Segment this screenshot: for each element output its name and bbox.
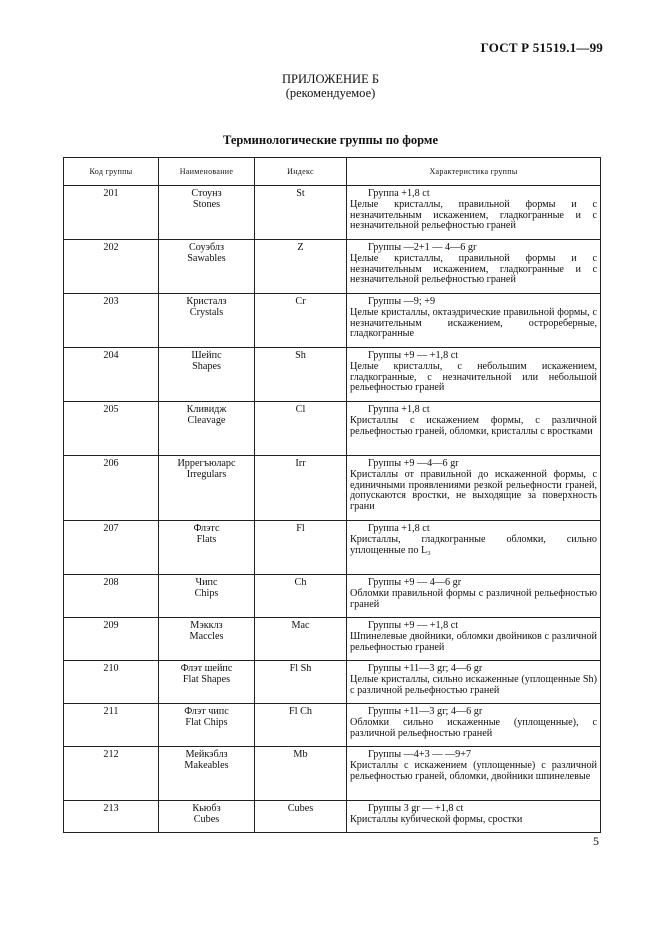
name-russian: Мейкэблз bbox=[185, 749, 228, 760]
column-header-code: Код группы bbox=[64, 158, 159, 186]
group-characteristic: Целые кристаллы, с небольшим искажением, гладкогранные, с незначительной или небольшой рельефностью граней bbox=[350, 360, 597, 394]
table-row bbox=[64, 348, 601, 402]
table-row bbox=[64, 661, 601, 704]
table-row bbox=[64, 575, 601, 618]
document-code: ГОСТ Р 51519.1—99 bbox=[480, 40, 603, 55]
group-characteristic: Целые кристаллы, правильной формы и с незначительным искажением, гладкогранные и с незначительной рельефностью граней bbox=[350, 198, 597, 232]
table-body bbox=[64, 186, 601, 833]
cell-group-code: 204 bbox=[64, 348, 159, 402]
cell-group-index: Fl Sh bbox=[255, 661, 347, 704]
name-english: Flats bbox=[196, 533, 217, 545]
name-russian: Кристалз bbox=[186, 296, 227, 307]
group-characteristic: Целые кристаллы, октаэдрические правильной формы, с незначительным искажением, острореберные, гладкогранные bbox=[350, 306, 597, 340]
cell-group-description bbox=[347, 661, 601, 704]
name-russian: Иррегъюларс bbox=[177, 458, 236, 469]
cell-group-description bbox=[347, 521, 601, 575]
name-russian: Соуэблз bbox=[188, 242, 224, 253]
cell-group-code: 206 bbox=[64, 456, 159, 521]
cell-group-description bbox=[347, 402, 601, 456]
cell-group-name bbox=[159, 456, 255, 521]
group-range: Группы +9 — +1,8 ct bbox=[368, 350, 459, 361]
group-range: Группы —4+3 — —9+7 bbox=[368, 749, 472, 760]
name-russian: Флэтс bbox=[193, 523, 220, 534]
cell-group-name bbox=[159, 747, 255, 801]
group-range: Группа +1,8 ct bbox=[368, 188, 430, 199]
cell-group-name bbox=[159, 704, 255, 747]
name-russian: Стоунз bbox=[191, 188, 222, 199]
cell-group-description bbox=[347, 747, 601, 801]
cell-group-description bbox=[347, 240, 601, 294]
table-title: Терминологические группы по форме bbox=[223, 133, 438, 147]
group-range: Группы —2+1 — 4—6 gr bbox=[368, 242, 477, 253]
table-row bbox=[64, 186, 601, 240]
table-row bbox=[64, 801, 601, 833]
group-range: Группы +9 — +1,8 ct bbox=[368, 620, 459, 631]
cell-group-code: 212 bbox=[64, 747, 159, 801]
group-characteristic: Кристаллы от правильной до искаженной формы, с единичными проявлениями резкой рельефности граней, допускаются вростки, не выходящие за поверхность грани bbox=[350, 468, 597, 513]
cell-group-index: St bbox=[255, 186, 347, 240]
name-english: Sawables bbox=[187, 252, 226, 264]
name-english: Cleavage bbox=[187, 414, 226, 426]
page-number: 5 bbox=[593, 834, 599, 848]
group-characteristic: Кристаллы кубической формы, сростки bbox=[350, 813, 523, 825]
group-range: Группы +9 — 4—6 gr bbox=[368, 577, 462, 588]
appendix-heading bbox=[0, 72, 661, 100]
cell-group-description bbox=[347, 704, 601, 747]
table-row bbox=[64, 521, 601, 575]
cell-group-index: Ch bbox=[255, 575, 347, 618]
table-row bbox=[64, 618, 601, 661]
table-row bbox=[64, 704, 601, 747]
cell-group-index: Fl Ch bbox=[255, 704, 347, 747]
table-row bbox=[64, 402, 601, 456]
group-characteristic: Кристаллы, гладкогранные обломки, сильно уплощенные по L₃ bbox=[350, 533, 597, 556]
cell-group-code: 213 bbox=[64, 801, 159, 833]
name-english: Makeables bbox=[184, 759, 229, 771]
group-characteristic: Целые кристаллы, правильной формы и с незначительным искажением, гладкогранные и с незначительной рельефностью граней bbox=[350, 252, 597, 286]
cell-group-name bbox=[159, 661, 255, 704]
cell-group-description bbox=[347, 801, 601, 833]
cell-group-code: 201 bbox=[64, 186, 159, 240]
group-characteristic: Обломки сильно искаженные (уплощенные), с различной рельефностью граней bbox=[350, 716, 597, 739]
cell-group-description bbox=[347, 186, 601, 240]
appendix-title: ПРИЛОЖЕНИЕ Б bbox=[281, 72, 380, 86]
cell-group-code: 207 bbox=[64, 521, 159, 575]
table-row bbox=[64, 294, 601, 348]
group-range: Группы +9 —4—6 gr bbox=[368, 458, 459, 469]
cell-group-index: Cr bbox=[255, 294, 347, 348]
group-range: Группы +11—3 gr; 4—6 gr bbox=[368, 706, 483, 717]
name-english: Stones bbox=[192, 198, 221, 210]
name-russian: Кливидж bbox=[186, 404, 227, 415]
cell-group-code: 209 bbox=[64, 618, 159, 661]
column-header-name: Наименование bbox=[159, 158, 255, 186]
cell-group-code: 208 bbox=[64, 575, 159, 618]
table-row bbox=[64, 456, 601, 521]
cell-group-name bbox=[159, 801, 255, 833]
group-characteristic: Кристаллы с искажением формы, с различной рельефностью граней, обломки, кристаллы с вростками bbox=[350, 414, 597, 437]
name-english: Cubes bbox=[193, 813, 220, 825]
name-english: Irregulars bbox=[186, 468, 227, 480]
appendix-subtitle: (рекомендуемое) bbox=[285, 86, 376, 100]
cell-group-code: 203 bbox=[64, 294, 159, 348]
table-row bbox=[64, 747, 601, 801]
cell-group-name bbox=[159, 240, 255, 294]
name-russian: Флэт шейпс bbox=[180, 663, 233, 674]
name-english: Chips bbox=[194, 587, 219, 599]
group-characteristic: Кристаллы с искажением (уплощенные) с различной рельефностью граней, обломки, двойники шпинелевые bbox=[350, 759, 597, 782]
cell-group-name bbox=[159, 575, 255, 618]
cell-group-description bbox=[347, 618, 601, 661]
name-english: Flat Shapes bbox=[182, 673, 231, 685]
cell-group-name bbox=[159, 186, 255, 240]
column-header-description: Характеристика группы bbox=[347, 158, 601, 186]
cell-group-index: Mb bbox=[255, 747, 347, 801]
group-characteristic: Шпинелевые двойники, обломки двойников с различной рельефностью граней bbox=[350, 630, 597, 653]
name-russian: Шейпс bbox=[191, 350, 222, 361]
group-range: Группы —9; +9 bbox=[368, 296, 436, 307]
name-english: Maccles bbox=[189, 630, 224, 642]
cell-group-index: Fl bbox=[255, 521, 347, 575]
table-header-row bbox=[64, 158, 601, 186]
cell-group-description bbox=[347, 294, 601, 348]
column-header-index: Индекс bbox=[255, 158, 347, 186]
group-range: Группа +1,8 ct bbox=[368, 404, 430, 415]
cell-group-index: Mac bbox=[255, 618, 347, 661]
name-russian: Чипс bbox=[195, 577, 218, 588]
group-range: Группы +11—3 gr; 4—6 gr bbox=[368, 663, 483, 674]
name-russian: Кьюбз bbox=[192, 803, 221, 814]
cell-group-index: Z bbox=[255, 240, 347, 294]
cell-group-index: Cl bbox=[255, 402, 347, 456]
group-range: Группа +1,8 ct bbox=[368, 523, 430, 534]
table-row bbox=[64, 240, 601, 294]
name-english: Flat Chips bbox=[185, 716, 228, 728]
cell-group-code: 210 bbox=[64, 661, 159, 704]
name-english: Shapes bbox=[192, 360, 221, 372]
cell-group-code: 211 bbox=[64, 704, 159, 747]
cell-group-index: Cubes bbox=[255, 801, 347, 833]
cell-group-name bbox=[159, 294, 255, 348]
group-characteristic: Обломки правильной формы с различной рельефностью граней bbox=[350, 587, 597, 610]
name-russian: Флэт чипс bbox=[184, 706, 229, 717]
cell-group-index: Irr bbox=[255, 456, 347, 521]
cell-group-code: 205 bbox=[64, 402, 159, 456]
name-russian: Мэкклз bbox=[190, 620, 223, 631]
cell-group-name bbox=[159, 618, 255, 661]
group-characteristic: Целые кристаллы, сильно искаженные (уплощенные Sh) с различной рельефностью граней bbox=[350, 673, 597, 696]
name-english: Crystals bbox=[189, 306, 224, 318]
cell-group-description bbox=[347, 348, 601, 402]
cell-group-description bbox=[347, 575, 601, 618]
terminology-table bbox=[63, 157, 601, 833]
cell-group-name bbox=[159, 402, 255, 456]
group-range: Группы 3 gr — +1,8 ct bbox=[368, 803, 464, 814]
cell-group-name bbox=[159, 348, 255, 402]
cell-group-index: Sh bbox=[255, 348, 347, 402]
cell-group-code: 202 bbox=[64, 240, 159, 294]
cell-group-description bbox=[347, 456, 601, 521]
cell-group-name bbox=[159, 521, 255, 575]
